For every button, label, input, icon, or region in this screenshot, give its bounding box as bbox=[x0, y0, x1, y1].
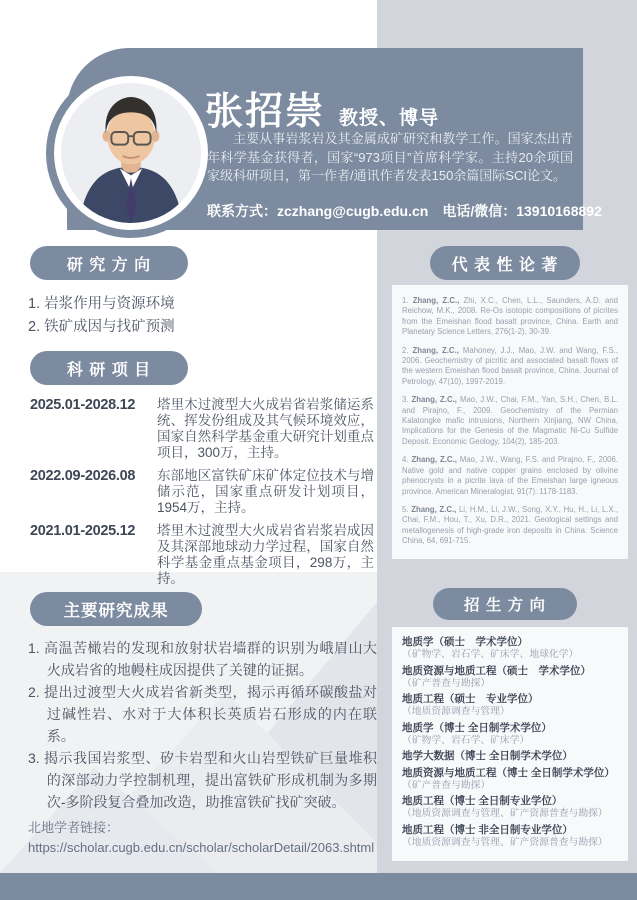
admission-title: 地质资源与地质工程（博士 全日制学术学位） bbox=[402, 766, 615, 779]
publication-item: 2. Zhang, Z.C., Mahoney, J.J., Mao, J.W. and Wang, F.S., 2006. Geochemistry of picritic and associated basalt flows of the western Emeishan flood basalt province, China. Journal of Petrology, 47(10), 1997-2019. bbox=[402, 345, 618, 386]
achievements-heading: 主要研究成果 bbox=[30, 592, 202, 626]
project-description: 塔里木过渡型大火成岩省岩浆岩成因及其深部地球动力学过程，国家自然科学基金重点基金项目，298万，主持。 bbox=[157, 523, 374, 586]
project-row bbox=[30, 397, 374, 461]
achievements-list bbox=[28, 637, 377, 813]
admission-title: 地质资源与地质工程（硕士 学术学位） bbox=[402, 664, 591, 677]
admission-title: 地质工程（硕士 专业学位） bbox=[402, 693, 539, 705]
professor-title: 教授、博导 bbox=[339, 108, 440, 129]
research-direction-item: 2. 铁矿成因与找矿预测 bbox=[28, 319, 175, 335]
research-direction-item: 1. 岩浆作用与资源环境 bbox=[28, 296, 175, 312]
projects-list bbox=[30, 397, 374, 594]
footer-bar bbox=[0, 873, 637, 900]
projects-heading: 科 研 项 目 bbox=[30, 351, 188, 385]
project-row bbox=[30, 523, 374, 587]
achievement-item: 1. 高温苦橄岩的发现和放射状岩墙群的识别为峨眉山大火成岩省的地幔柱成因提供了关键的证据。 bbox=[28, 640, 377, 678]
admission-item bbox=[402, 693, 618, 718]
achievement-item: 2. 提出过渡型大火成岩省新类型，揭示再循环碳酸盐对过碱性岩、水对于大体积长英质岩石形成的内在联系。 bbox=[28, 684, 377, 744]
contact-email[interactable]: zczhang@cugb.edu.cn bbox=[277, 203, 429, 219]
scholar-link-label: 北地学者链接： bbox=[28, 820, 120, 835]
admission-item bbox=[402, 824, 618, 849]
admissions-heading: 招 生 方 向 bbox=[433, 588, 577, 620]
research-directions-heading: 研 究 方 向 bbox=[30, 246, 188, 280]
admission-sub: （矿物学、岩石学、矿床学、地球化学） bbox=[402, 649, 579, 660]
admission-title: 地质学（博士 全日制学术学位） bbox=[402, 721, 552, 734]
scholar-link-block bbox=[28, 818, 374, 858]
contact-label: 联系方式： bbox=[207, 203, 277, 219]
publication-item: 1. Zhang, Z.C., Zhi, X.C., Chen, L.L., Saunders, A.D. and Reichow, M.K., 2008. Re-Os isotopic compositions of picrites from the Emeishan flood basalt province, China. Earth and Planetary Science Letters, 276(1-2), 30-39. bbox=[402, 296, 618, 337]
publications-heading: 代 表 性 论 著 bbox=[430, 246, 580, 280]
person-portrait-illustration bbox=[61, 83, 201, 223]
achievement-item: 3. 揭示我国岩浆型、矽卡岩型和火山岩型铁矿巨量堆积的深部动力学控制机理，提出富铁矿形成机制为多期次-多阶段复合叠加改造，助推富铁矿找矿突破。 bbox=[28, 750, 377, 810]
scholar-link-url[interactable]: https://scholar.cugb.edu.cn/scholar/scholarDetail/2063.shtml bbox=[28, 840, 375, 855]
bio-text: 主要从事岩浆岩及其金属成矿研究和教学工作。国家杰出青年科学基金获得者，国家“973项目”首席科学家。主持20余项国家级科研项目，第一作者/通讯作者发表150余篇国际SCI论文。 bbox=[207, 131, 573, 183]
admission-title: 地质工程（博士 全日制专业学位） bbox=[402, 795, 563, 807]
admission-title: 地质学（硕士 学术学位） bbox=[402, 636, 528, 648]
publication-item: 4. Zhang, Z.C., Mao, J.W., Wang, F.S. and Pirajno, F., 2006. Native gold and native copper grains enclosed by olivine phenocrysts in a picrite lava of the Emeishan large igneous province. American Mineralogist, 91(7): 1178-1183. bbox=[402, 455, 618, 496]
contact-phone-label: 电话/微信： bbox=[442, 203, 517, 219]
admissions-card bbox=[392, 627, 628, 861]
project-description: 塔里木过渡型大火成岩省岩浆储运系统、挥发份组成及其气候环境效应，国家自然科学基金重大研究计划重点项目，300万，主持。 bbox=[157, 397, 374, 460]
publication-item: 3. Zhang, Z.C., Mao, J.W., Chai, F.M., Yan, S.H., Chen, B.L. and Pirajno, F., 2009. Geochemistry of the Permian Kalatongke mafic intrusions, Northern Xinjiang, NW China, Implications for the Genesis of the Magmatic Ni-Cu Sulfide Deposit. Economic Geology, 104(2), 185-203. bbox=[402, 395, 618, 446]
admission-item bbox=[402, 636, 618, 661]
admission-sub: （矿产普查与勘探） bbox=[402, 779, 491, 791]
admission-item bbox=[402, 795, 618, 820]
admission-item bbox=[402, 665, 618, 690]
person-photo bbox=[61, 83, 201, 223]
publication-item: 5. Zhang, Z.C., Li, H.M., Li, J.W., Song, X.Y., Hu, H., Li, L.X., Chai, F.M., Hou, T., Xu, D.R., 2021. Geological settings and metallogenesis of high-grade iron deposits in China. Science China, 64, 691-715. bbox=[402, 504, 618, 546]
project-period: 2021.01-2025.12 bbox=[30, 523, 136, 539]
contact-phone[interactable]: 13910168892 bbox=[516, 203, 602, 219]
admission-sub: （地质资源调查与管理、矿产资源普查与勘探） bbox=[402, 836, 608, 848]
project-description: 东部地区富铁矿床矿体定位技术与增储示范，国家重点研发计划项目，1954万，主持。 bbox=[157, 468, 374, 515]
admission-sub: （地质资源调查与管理） bbox=[402, 706, 510, 717]
professor-name: 张招崇 bbox=[205, 91, 326, 133]
name-row bbox=[205, 80, 439, 135]
publications-card bbox=[392, 285, 628, 559]
project-period: 2022.09-2026.08 bbox=[30, 468, 136, 484]
admission-title: 地质工程（博士 非全日制专业学位） bbox=[402, 823, 573, 836]
admission-sub: （地质资源调查与管理、矿产资源普查与勘探） bbox=[402, 808, 608, 819]
contact-line bbox=[207, 201, 602, 221]
admission-item bbox=[402, 767, 618, 792]
admission-item bbox=[402, 750, 618, 763]
project-period: 2025.01-2028.12 bbox=[30, 397, 136, 413]
admission-sub: （矿产普查与勘探） bbox=[402, 677, 491, 689]
research-directions-list bbox=[28, 293, 175, 339]
project-row bbox=[30, 468, 374, 516]
admission-title: 地学大数据（博士 全日制学术学位） bbox=[402, 750, 573, 762]
admission-item bbox=[402, 722, 618, 747]
admission-sub: （矿物学、岩石学、矿床学） bbox=[402, 734, 530, 746]
